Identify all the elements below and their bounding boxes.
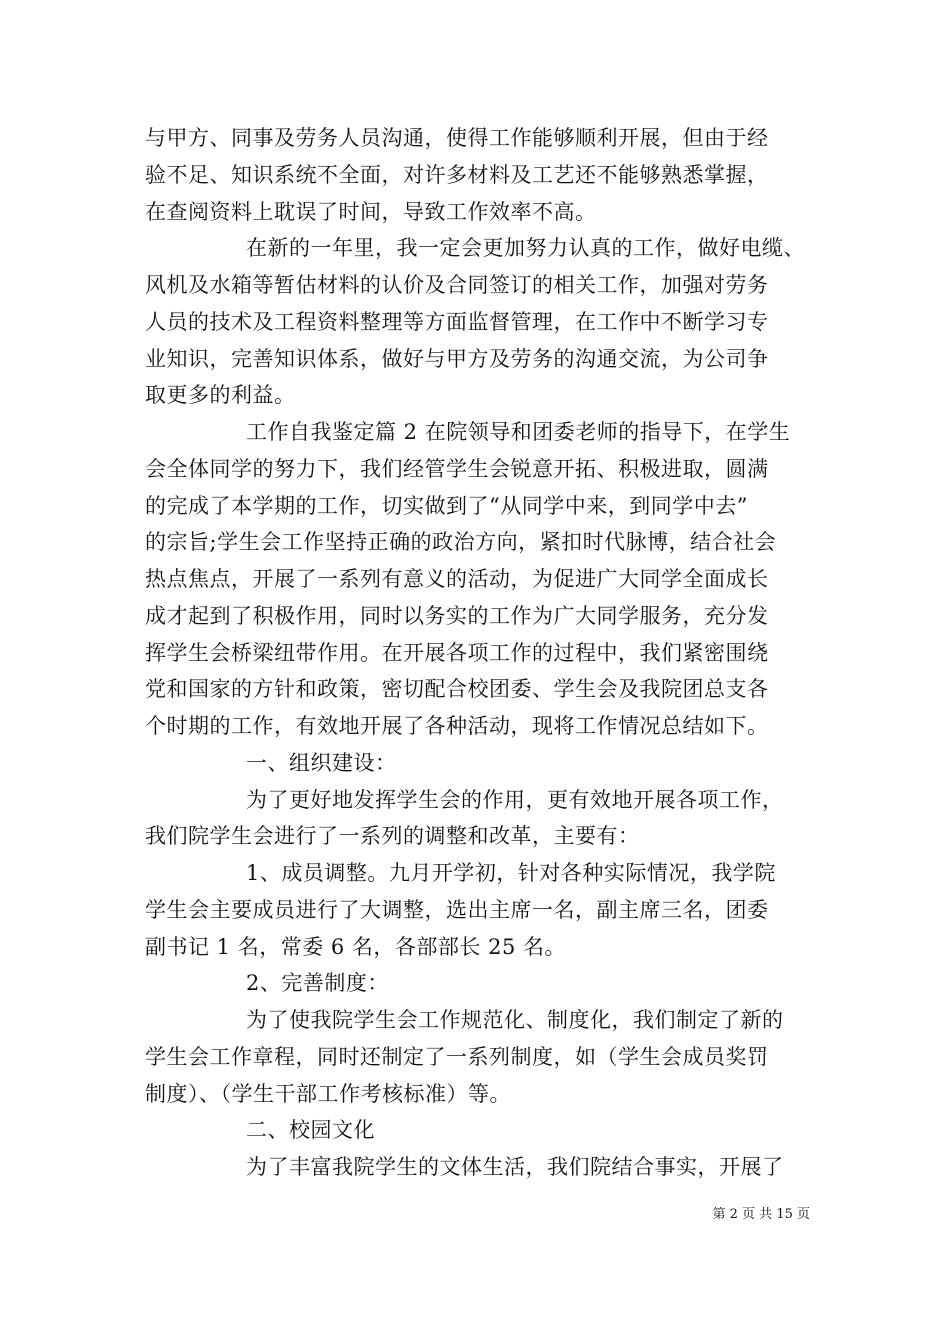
text-line: 热点焦点，开展了一系列有意义的活动，为促进广大同学全面成长	[145, 567, 769, 591]
text-line: 的宗旨;学生会工作坚持正确的政治方向，紧扣时代脉博，结合社会	[145, 530, 777, 554]
text-line: 取更多的利益。	[145, 383, 296, 407]
text-line: 成才起到了积极作用，同时以务实的工作为广大同学服务，充分发	[145, 604, 769, 628]
text-line: 制度）、（学生干部工作考核标准）等。	[145, 1082, 511, 1106]
section-heading: 一、组织建设：	[246, 751, 397, 775]
section-heading: 二、校园文化	[246, 1118, 375, 1142]
paragraph-start-line: 工作自我鉴定篇 2 在院领导和团委老师的指导下，在学生	[246, 420, 791, 444]
text-line: 学生会主要成员进行了大调整，选出主席一名，副主席三名，团委	[145, 898, 769, 922]
text-line: 人员的技术及工程资料整理等方面监督管理，在工作中不断学习专	[145, 310, 769, 334]
text-line: 与甲方、同事及劳务人员沟通，使得工作能够顺利开展，但由于经	[145, 126, 769, 150]
text-line: 会全体同学的努力下，我们经管学生会锐意开拓、积极进取，圆满	[145, 457, 769, 481]
text-line: 的完成了本学期的工作，切实做到了“从同学中来，到同学中去”	[145, 494, 748, 518]
paragraph-start-line: 为了更好地发挥学生会的作用，更有效地开展各项工作，	[246, 788, 784, 812]
text-line: 验不足、知识系统不全面，对许多材料及工艺还不能够熟悉掌握，	[145, 163, 769, 187]
text-line: 党和国家的方针和政策，密切配合校团委、学生会及我院团总支各	[145, 677, 769, 701]
paragraph-start-line: 为了丰富我院学生的文体生活，我们院结合事实，开展了	[246, 1155, 784, 1179]
list-item-line: 1、成员调整。九月开学初，针对各种实际情况，我学院	[246, 861, 776, 885]
paragraph-start-line: 在新的一年里，我一定会更加努力认真的工作，做好电缆、	[246, 236, 805, 260]
text-line: 副书记 1 名，常委 6 名，各部部长 25 名。	[145, 935, 566, 959]
text-line: 个时期的工作，有效地开展了各种活动，现将工作情况总结如下。	[145, 714, 769, 738]
paragraph-start-line: 为了使我院学生会工作规范化、制度化，我们制定了新的	[246, 1008, 784, 1032]
text-line: 我们院学生会进行了一系列的调整和改革，主要有：	[145, 824, 640, 848]
page-number: 第 2 页 共 15 页	[712, 1207, 810, 1222]
list-item-line: 2、完善制度：	[246, 971, 389, 995]
text-line: 学生会工作章程，同时还制定了一系列制度，如（学生会成员奖罚	[145, 1045, 769, 1069]
text-line: 在查阅资料上耽误了时间，导致工作效率不高。	[145, 200, 597, 224]
text-line: 业知识，完善知识体系，做好与甲方及劳务的沟通交流，为公司争	[145, 347, 769, 371]
text-line: 风机及水箱等暂估材料的认价及合同签订的相关工作，加强对劳务	[145, 273, 769, 297]
text-line: 挥学生会桥梁纽带作用。在开展各项工作的过程中，我们紧密围绕	[145, 641, 769, 665]
